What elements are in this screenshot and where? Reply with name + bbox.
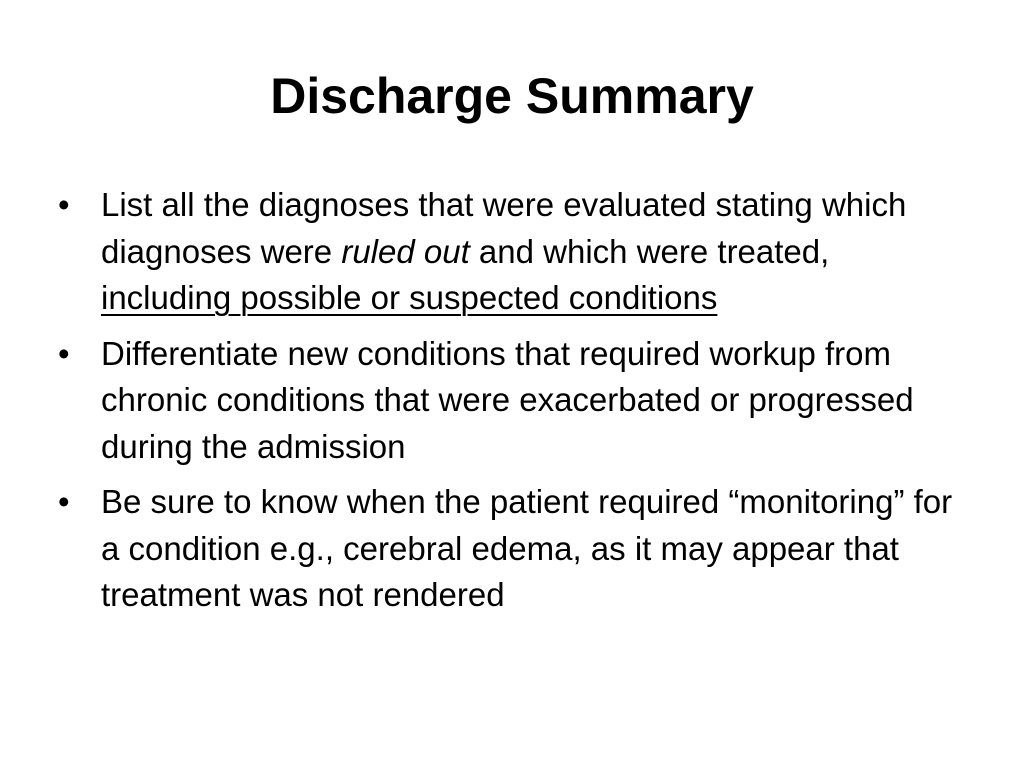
bullet-list xyxy=(56,182,956,628)
bullet-icon: • xyxy=(58,483,70,520)
bullet-icon: • xyxy=(58,186,70,223)
bullet-icon: • xyxy=(58,334,70,372)
bullet-text: Differentiate new conditions that required workup from chronic conditions that were exacerbated or progressed during the admission xyxy=(101,334,914,465)
bullet-underlined-text: including possible or suspected conditions xyxy=(101,279,718,316)
bullet-text-part: and which were treated, xyxy=(469,232,830,270)
bullet-text-part: List all the diagnoses that were evaluated stating which diagnoses were xyxy=(101,186,907,270)
bullet-text: Be sure to know when the patient required “monitoring” for a condition e.g., cerebral edema, as it may appear that treatment was not rendered xyxy=(101,483,953,613)
bullet-item-diagnoses xyxy=(56,182,956,322)
slide-title: Discharge Summary xyxy=(270,68,754,124)
bullet-item-monitoring xyxy=(56,479,956,619)
bullet-emphasis-text: ruled out xyxy=(341,232,470,270)
bullet-item-differentiate xyxy=(56,331,956,471)
